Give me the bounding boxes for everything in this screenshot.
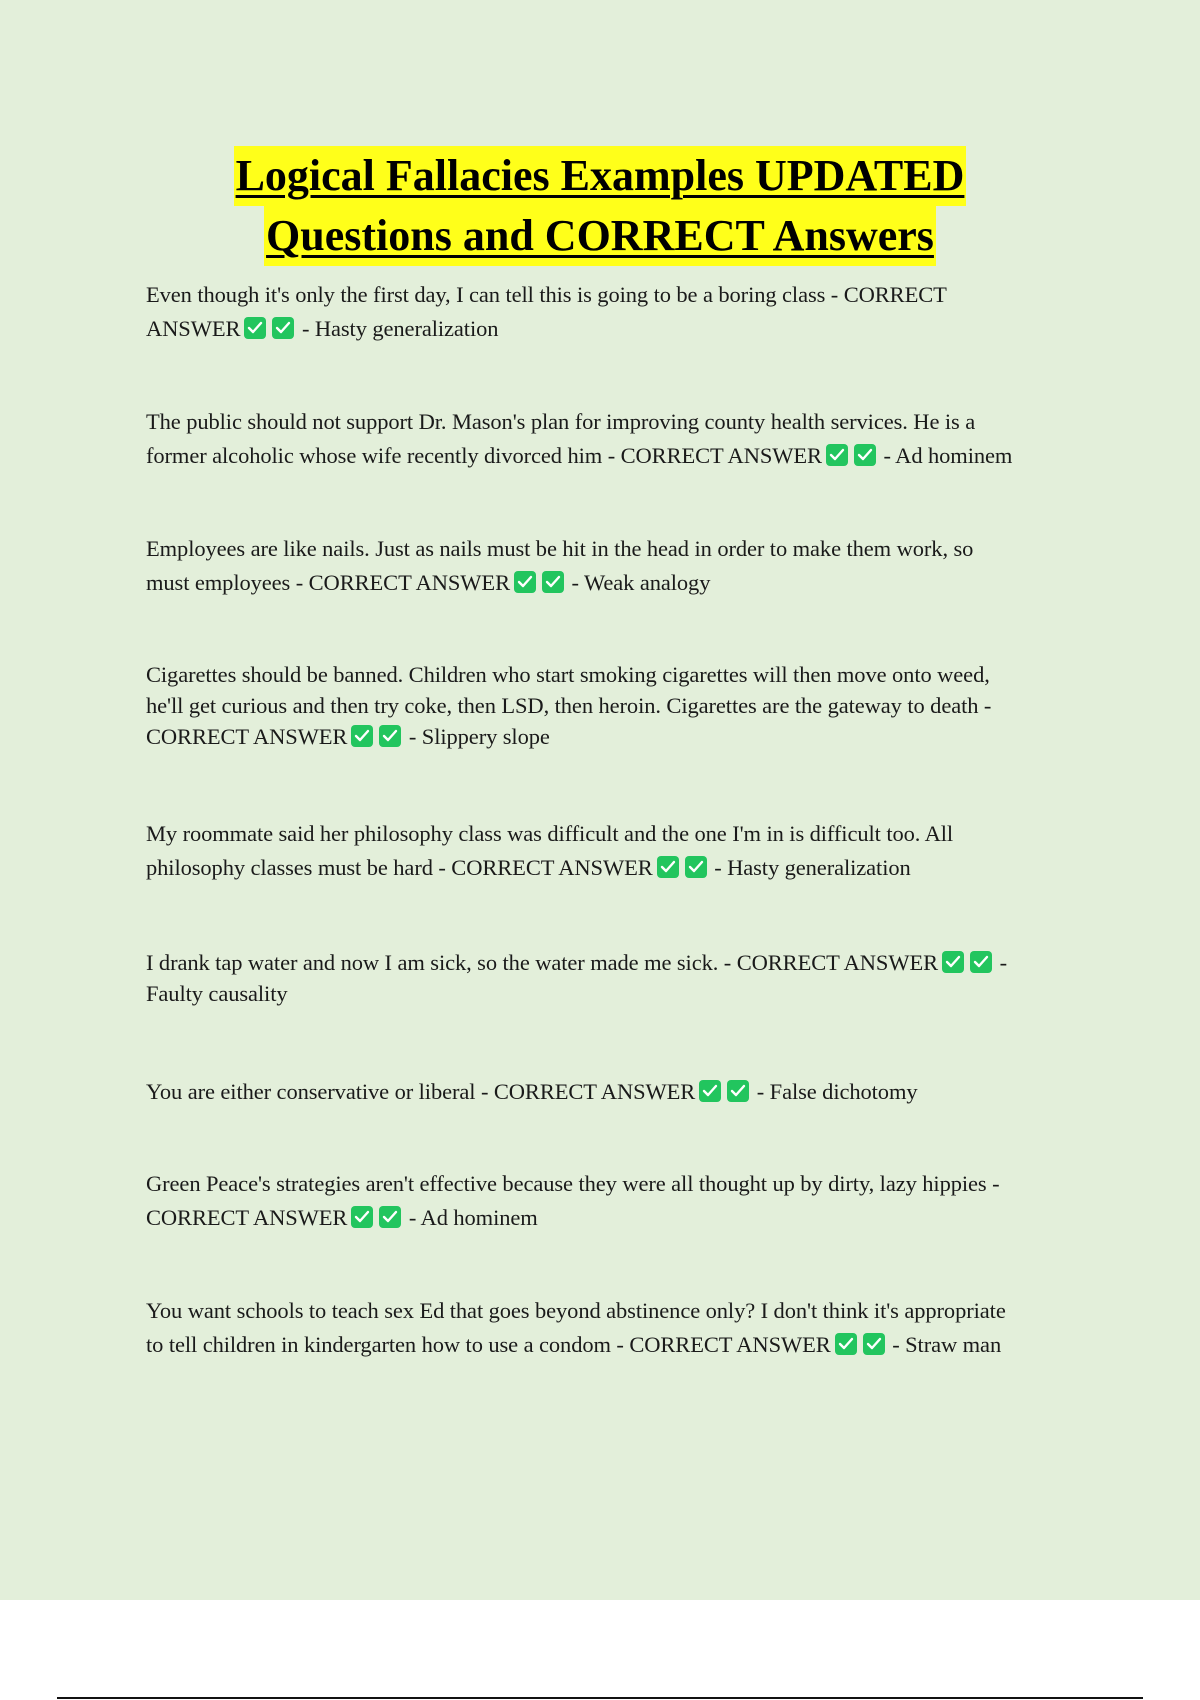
qa-item <box>146 1167 1091 1235</box>
title-line-2: Questions and CORRECT Answers <box>264 206 936 266</box>
check-mark-icon <box>272 317 294 339</box>
question-text: CORRECT ANSWER <box>146 1205 348 1230</box>
check-mark-icon <box>826 444 848 466</box>
check-mark-icon <box>379 1206 401 1228</box>
check-mark-icon <box>351 1206 373 1228</box>
title-line-1: Logical Fallacies Examples UPDATED <box>234 146 967 206</box>
check-mark-icon <box>942 951 964 973</box>
question-text: You are either conservative or liberal - CORRECT ANSWER <box>146 1079 696 1104</box>
qa-item <box>146 1075 1091 1109</box>
check-mark-icon <box>970 951 992 973</box>
question-text: The public should not support Dr. Mason's plan for improving county health services. He is a <box>146 409 976 434</box>
question-text: former alcoholic whose wife recently divorced him - CORRECT ANSWER <box>146 443 822 468</box>
check-mark-icon <box>542 571 564 593</box>
question-text: he'll get curious and then try coke, then LSD, then heroin. Cigarettes are the gateway to death - <box>146 693 992 718</box>
question-text: Employees are like nails. Just as nails must be hit in the head in order to make them work, so <box>146 536 974 561</box>
question-text: must employees - CORRECT ANSWER <box>146 570 510 595</box>
check-mark-icon <box>727 1080 749 1102</box>
question-text: Cigarettes should be banned. Children who start smoking cigarettes will then move onto weed, <box>146 662 990 687</box>
answer-text: - False dichotomy <box>756 1079 918 1104</box>
question-text: My roommate said her philosophy class was difficult and the one I'm in is difficult too. All <box>146 821 954 846</box>
answer-text: - Hasty generalization <box>301 316 499 341</box>
check-mark-icon <box>835 1333 857 1355</box>
question-text: Green Peace's strategies aren't effective because they were all thought up by dirty, lazy hippies - <box>146 1171 1000 1196</box>
question-text: You want schools to teach sex Ed that goes beyond abstinence only? I don't think it's appropriate <box>146 1298 1006 1323</box>
qa-item <box>146 817 1091 885</box>
question-text: ANSWER <box>146 316 241 341</box>
answer-dash: - <box>999 950 1007 975</box>
question-text: philosophy classes must be hard - CORRECT ANSWER <box>146 855 653 880</box>
answer-text: Faulty causality <box>146 981 288 1006</box>
qa-item <box>146 405 1091 473</box>
answer-text: - Straw man <box>892 1332 1002 1357</box>
check-mark-icon <box>244 317 266 339</box>
check-mark-icon <box>863 1333 885 1355</box>
question-text: to tell children in kindergarten how to use a condom - CORRECT ANSWER <box>146 1332 831 1357</box>
check-mark-icon <box>699 1080 721 1102</box>
question-text: Even though it's only the first day, I can tell this is going to be a boring class - CORRECT <box>146 282 947 307</box>
footer-divider <box>57 1697 1143 1699</box>
answer-text: - Hasty generalization <box>714 855 911 880</box>
answer-text: - Slippery slope <box>408 724 550 749</box>
question-text: CORRECT ANSWER <box>146 724 348 749</box>
check-mark-icon <box>854 444 876 466</box>
check-mark-icon <box>351 725 373 747</box>
qa-item <box>146 1294 1091 1362</box>
qa-item <box>146 532 1091 600</box>
qa-item <box>146 659 1091 752</box>
check-mark-icon <box>379 725 401 747</box>
check-mark-icon <box>685 856 707 878</box>
answer-text: - Ad hominem <box>883 443 1013 468</box>
check-mark-icon <box>657 856 679 878</box>
answer-text: - Weak analogy <box>571 570 711 595</box>
answer-text: - Ad hominem <box>408 1205 538 1230</box>
qa-item <box>146 947 1091 1009</box>
check-mark-icon <box>514 571 536 593</box>
qa-item <box>146 278 1091 346</box>
document-title <box>0 146 1200 266</box>
question-text: I drank tap water and now I am sick, so the water made me sick. - CORRECT ANSWER <box>146 950 939 975</box>
